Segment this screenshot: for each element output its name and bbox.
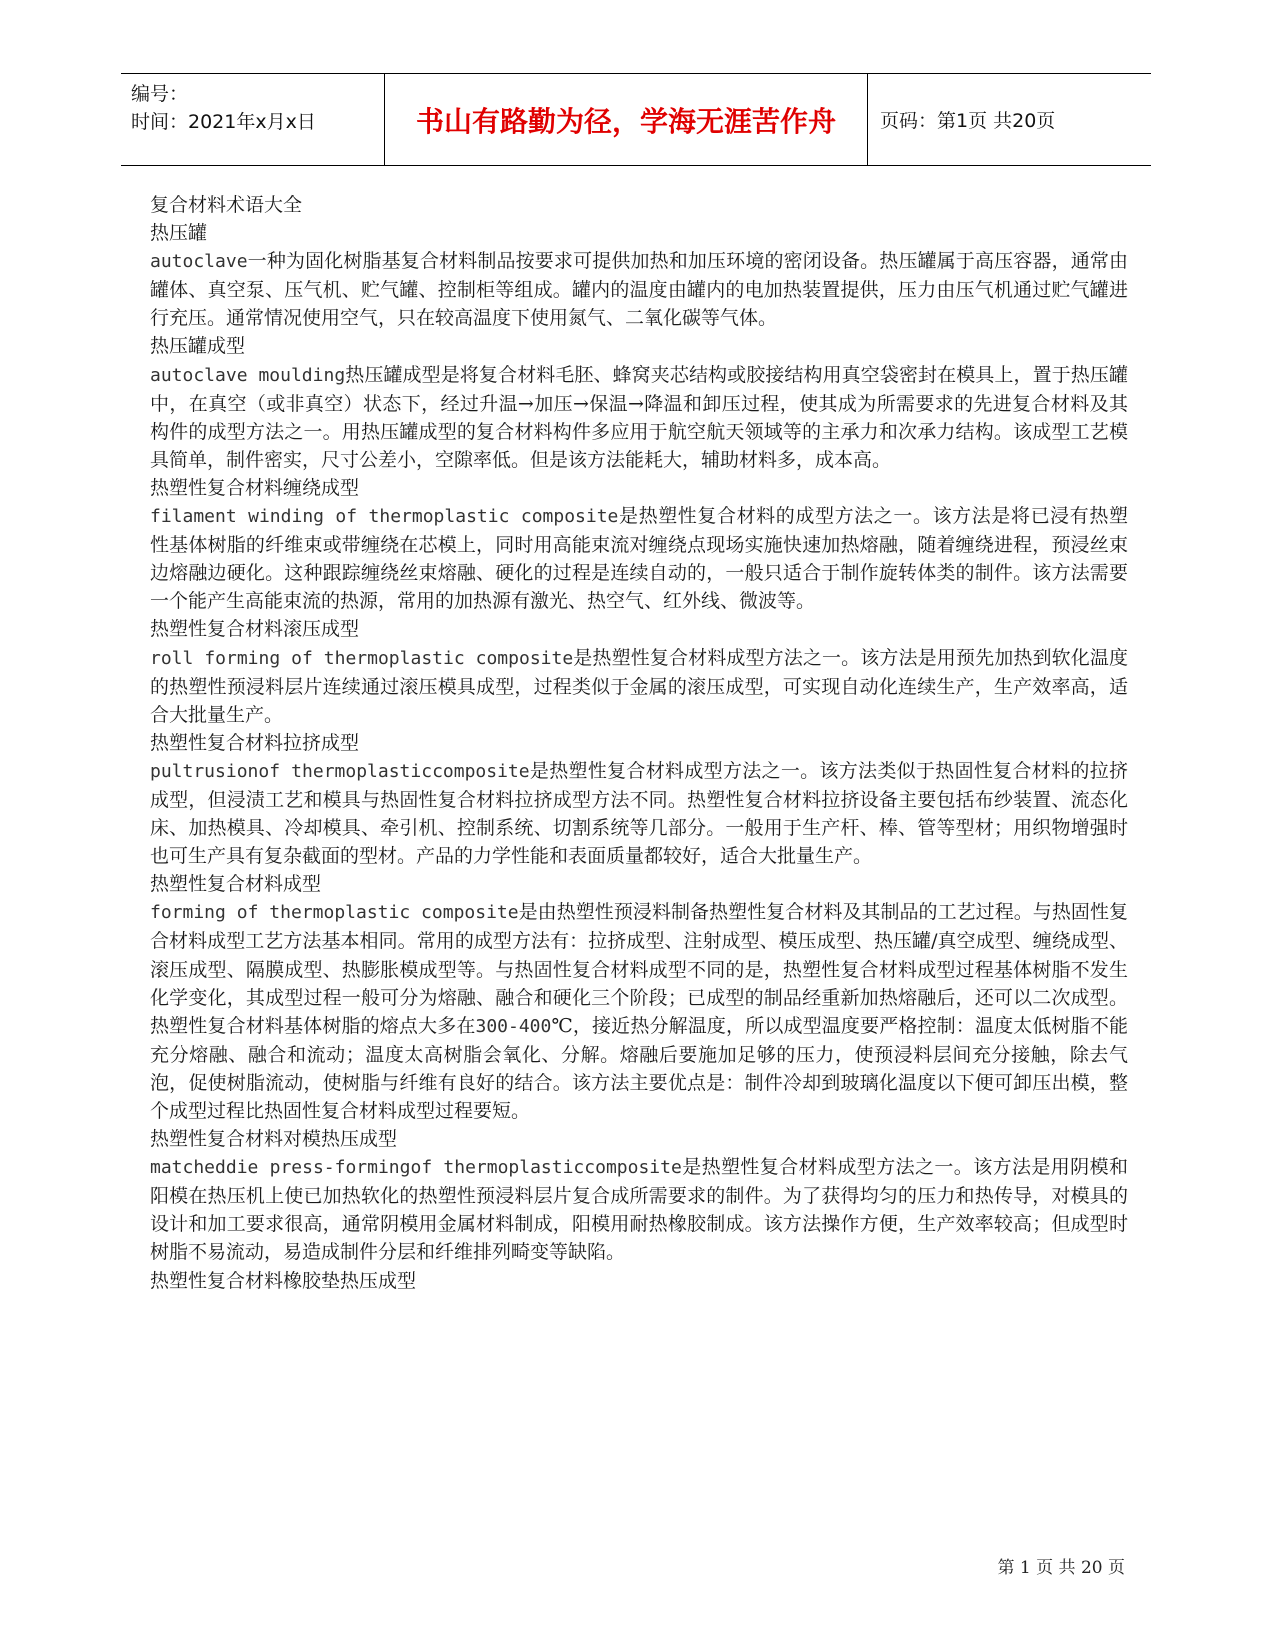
page-footer: 第 1 页 共 20 页: [997, 1558, 1125, 1578]
section-paragraph: [150, 757, 1128, 870]
section-title: 热压罐成型: [150, 335, 246, 358]
page-header: [121, 73, 1151, 166]
section-title: 热塑性复合材料橡胶垫热压成型: [150, 1269, 417, 1292]
definition-text: 是由热塑性预浸料制备热塑性复合材料及其制品的工艺过程。与热固性复合材料成型工艺方法基本相同。常用的成型方法有：拉挤成型、注射成型、模压成型、热压罐/真空成型、缠绕成型、滚压成型、隔膜成型、热膨胀模成型等。与热固性复合材料成型不同的是，热塑性复合材料成型过程基体树脂不发生化学变化，其成型过程一般可分为熔融、融合和硬化三个阶段；已成型的制品经重新加热熔融后，还可以二次成型。热塑性复合材料基体树脂的熔点大多在: [150, 901, 1128, 1037]
section-title: 热塑性复合材料成型: [150, 873, 322, 896]
definition-text: ℃，接近热分解温度，所以成型温度要严格控制：温度太低树脂不能充分熔融、融合和流动；温度太高树脂会氧化、分解。熔融后要施加足够的压力，使预浸料层间充分接触，除去气泡，促使树脂流动，使树脂与纤维有良好的结合。该方法主要优点是：制件冷却到玻璃化温度以下便可卸压出模，整个成型过程比热固性复合材料成型过程要短。: [150, 1014, 1128, 1122]
header-motto: 书山有路勤为径，学海无涯苦作舟: [384, 74, 868, 165]
definition-text: 是热塑性复合材料成型方法之一。该方法是用阴模和阳模在热压机上使已加热软化的热塑性预浸料层片复合成所需要求的制件。为了获得均匀的压力和热传导，对模具的设计和加工要求很高，通常阴模用金属材料制成，阳模用耐热橡胶制成。该方法操作方便，生产效率较高；但成型时树脂不易流动，易造成制件分层和纤维排列畸变等缺陷。: [150, 1156, 1128, 1264]
english-term: filament winding of thermoplastic composite: [150, 506, 619, 528]
english-term: forming of thermoplastic composite: [150, 902, 519, 924]
temperature-range: 300-400: [475, 1015, 552, 1037]
section-paragraph: [150, 502, 1128, 615]
definition-text: 一种为固化树脂基复合材料制品按要求可提供加热和加压环境的密闭设备。热压罐属于高压容器，通常由罐体、真空泵、压气机、贮气罐、控制柜等组成。罐内的温度由罐内的电加热装置提供，压力由压气机通过贮气罐进行充压。通常情况使用空气，只在较高温度下使用氮气、二氧化碳等气体。: [150, 250, 1128, 330]
document-number-label: 编号：: [131, 83, 189, 105]
english-term: autoclave: [150, 251, 248, 273]
english-term: roll forming of thermoplastic composite: [150, 647, 574, 669]
document-body: [150, 191, 1128, 1295]
english-term: pultrusionof thermoplasticcomposite: [150, 760, 530, 782]
document-title: 复合材料术语大全: [150, 194, 303, 216]
english-term: autoclave moulding: [150, 364, 346, 386]
header-page-info: 页码：第1页 共20页: [880, 110, 1056, 132]
section-title: 热塑性复合材料对模热压成型: [150, 1128, 398, 1151]
document-time-label: 时间：2021年x月x日: [131, 111, 316, 133]
section-paragraph: [150, 1153, 1128, 1266]
section-paragraph: [150, 644, 1128, 729]
section-paragraph: [150, 361, 1128, 474]
section-title: 热塑性复合材料滚压成型: [150, 618, 360, 641]
definition-text: 热压罐成型是将复合材料毛胚、蜂窝夹芯结构或胶接结构用真空袋密封在模具上，置于热压罐中，在真空（或非真空）状态下，经过升温→加压→保温→降温和卸压过程，使其成为所需要求的先进复合材料及其构件的成型方法之一。用热压罐成型的复合材料构件多应用于航空航天领域等的主承力和次承力结构。该成型工艺模具简单，制件密实，尺寸公差小，空隙率低。但是该方法能耗大，辅助材料多，成本高。: [150, 363, 1128, 471]
definition-text: 是热塑性复合材料成型方法之一。该方法类似于热固性复合材料的拉挤成型，但浸渍工艺和模具与热固性复合材料拉挤成型方法不同。热塑性复合材料拉挤设备主要包括布纱装置、流态化床、加热模具、冷却模具、牵引机、控制系统、切割系统等几部分。一般用于生产杆、棒、管等型材；用织物增强时也可生产具有复杂截面的型材。产品的力学性能和表面质量都较好，适合大批量生产。: [150, 759, 1128, 868]
definition-text: 是热塑性复合材料的成型方法之一。该方法是将已浸有热塑性基体树脂的纤维束或带缠绕在芯模上，同时用高能束流对缠绕点现场实施快速加热熔融，随着缠绕进程，预浸丝束边熔融边硬化。这种跟踪缠绕丝束熔融、硬化的过程是连续自动的，一般只适合于制作旋转体类的制件。该方法需要一个能产生高能束流的热源，常用的加热源有激光、热空气、红外线、微波等。: [150, 505, 1128, 613]
definition-text: 是热塑性复合材料成型方法之一。该方法是用预先加热到软化温度的热塑性预浸料层片连续通过滚压模具成型，过程类似于金属的滚压成型，可实现自动化连续生产，生产效率高，适合大批量生产。: [150, 646, 1128, 726]
header-meta: [121, 74, 384, 165]
section-title: 热塑性复合材料拉挤成型: [150, 731, 360, 754]
section-paragraph: [150, 247, 1128, 332]
section-title: 热塑性复合材料缠绕成型: [150, 476, 360, 499]
section-paragraph: [150, 898, 1128, 1125]
section-title: 热压罐: [150, 222, 208, 245]
english-term: matcheddie press-formingof thermoplasticcomposite: [150, 1157, 682, 1179]
